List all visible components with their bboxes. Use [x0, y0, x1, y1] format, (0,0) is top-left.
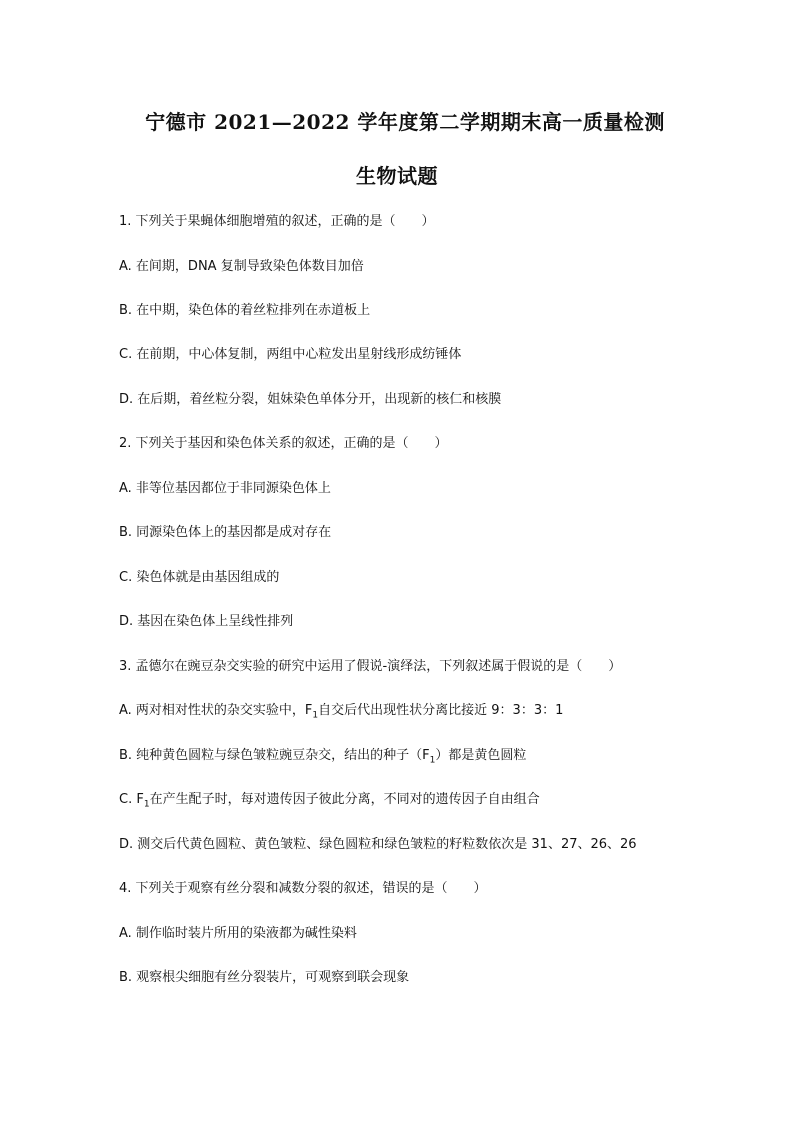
question-option: C. 在前期，中心体复制，两组中心粒发出星射线形成纺锤体: [119, 347, 462, 362]
question-stem: 4. 下列关于观察有丝分裂和减数分裂的叙述，错误的是（ ）: [119, 881, 487, 896]
question-option: C. $F_1$在产生配子时，每对遗传因子彼此分离，不同对的遗传因子自由组合: [119, 792, 540, 810]
question-option: A. 在间期，DNA 复制导致染色体数目加倍: [119, 259, 364, 274]
question-stem: 2. 下列关于基因和染色体关系的叙述，正确的是（ ）: [119, 436, 448, 451]
question-option: B. 在中期，染色体的着丝粒排列在赤道板上: [119, 303, 371, 318]
question-option: D. 在后期，着丝粒分裂，姐妹染色单体分开，出现新的核仁和核膜: [119, 392, 502, 407]
question-option: B. 纯种黄色圆粒与绿色皱粒豌豆杂交，结出的种子$(F_1)$都是黄色圆粒: [119, 748, 527, 766]
question-stem: 3. 孟德尔在豌豆杂交实验的研究中运用了假说-演绎法，下列叙述属于假说的是（ ）: [119, 659, 622, 674]
question-option: A. 制作临时装片所用的染液都为碱性染料: [119, 926, 357, 941]
question-option: D. 基因在染色体上呈线性排列: [119, 614, 294, 629]
question-option: D. 测交后代黄色圆粒、黄色皱粒、绿色圆粒和绿色皱粒的籽粒数依次是 31、27、26、26: [119, 837, 637, 852]
question-option: C. 染色体就是由基因组成的: [119, 570, 280, 585]
question-stem: 1. 下列关于果蝇体细胞增殖的叙述，正确的是（ ）: [119, 214, 435, 229]
question-option: B. 同源染色体上的基因都是成对存在: [119, 525, 332, 540]
question-option: B. 观察根尖细胞有丝分裂装片，可观察到联会现象: [119, 970, 410, 985]
page-title: 宁德市 2021—2022 学年度第二学期期末高一质量检测: [145, 110, 665, 134]
question-option: A. 非等位基因都位于非同源染色体上: [119, 481, 331, 496]
page-subtitle: 生物试题: [356, 164, 438, 188]
question-option: A. 两对相对性状的杂交实验中，$F_1$自交后代出现性状分离比接近 9：3：3：1: [119, 703, 564, 721]
